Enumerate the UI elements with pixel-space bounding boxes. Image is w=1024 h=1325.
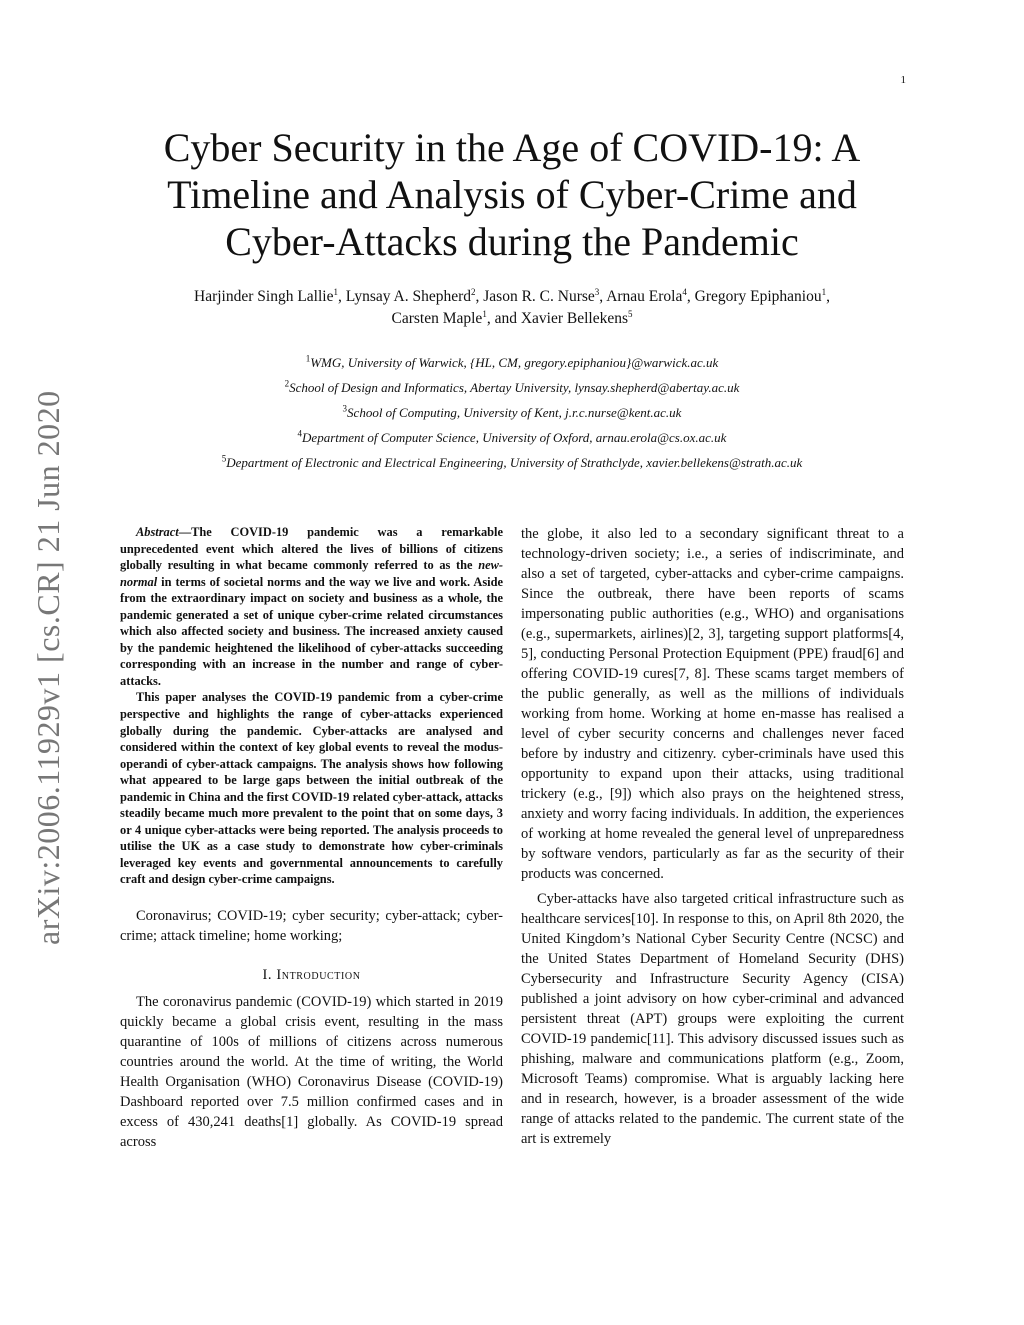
affiliation-mark: 4 [297, 428, 303, 439]
body-paragraph: The coronavirus pandemic (COVID-19) which started in 2019 quickly became a global crisis event, resulting in the mass quarantine of 100s of millions of citizens across numerous countries around the world. At the time of writing, the World Health Organisation (WHO) Coronavirus Disease (COVID-19) Dashboard reported over 7.5 million confirmed cases and in excess of 430,241 deaths[1] globally. As COVID-19 spread across [120, 994, 503, 1151]
affiliation [105, 425, 919, 450]
author-name: Jason R. C. Nurse [483, 288, 595, 305]
author-name: Xavier Bellekens [520, 310, 628, 327]
author-name: Carsten Maple [391, 310, 483, 327]
author-name: Arnau Erola [606, 288, 683, 305]
author-affil-mark: 1 [482, 308, 487, 319]
author-affil-mark: 5 [628, 308, 633, 319]
affiliation-mark: 2 [284, 378, 290, 389]
abstract-paragraph [120, 524, 503, 689]
affiliation-text: Department of Electronic and Electrical Engineering, University of Strathclyde, xavier.bellekens@strath.ac.uk [226, 455, 803, 470]
affiliation [105, 400, 919, 425]
author-affil-mark: 1 [821, 286, 827, 297]
paper-title: Cyber Security in the Age of COVID-19: A Timeline and Analysis of Cyber-Crime and Cyber-Attacks during the Pandemic [163, 125, 861, 264]
right-column [521, 524, 904, 1149]
section-heading: I. Introduction [262, 967, 361, 984]
author-affil-mark: 1 [333, 286, 338, 297]
abstract-heading: Abstract [136, 525, 179, 539]
affiliation-text: WMG, University of Warwick, {HL, CM, gregory.epiphaniou}@warwick.ac.uk [310, 355, 719, 370]
arxiv-identifier: arXiv:2006.11929v1 [cs.CR] 21 Jun 2020 [30, 390, 66, 945]
page-number: 1 [900, 74, 906, 86]
affiliation [105, 450, 919, 475]
affiliation [105, 375, 919, 400]
index-terms: Coronavirus; COVID-19; cyber security; cyber-attack; cyber-crime; attack timeline; home working; [120, 908, 503, 945]
affiliation-text: Department of Computer Science, University of Oxford, arnau.erola@cs.ox.ac.uk [302, 430, 727, 445]
author-affil-mark: 4 [682, 286, 687, 297]
affiliation-list [105, 350, 919, 475]
body-paragraph: the globe, it also led to a secondary significant threat to a technology-driven society; i.e., a series of indiscriminate, and also a set of targeted, cyber-attacks and cyber-crime campaigns. Since the outbreak, there have been reports of scams impersonating public authorities (e.g., WHO) and organisations (e.g., supermarkets, airlines)[2, 3], targeting support platforms[4, 5], conducting Personal Protection Equipment (PPE) fraud[6] and offering COVID-19 cures[7, 8]. These scams target members of the public generally, as well as the millions of individuals working from home. Working at home en-masse has realised a level of cyber security concerns and challenges never faced before by industry and citizenry. cyber-criminals have used this opportunity to expand upon their attacks, using traditional trickery (e.g., [9]) which also prays on the heightened stress, anxiety and worry facing individuals. In addition, the experiences of working at home revealed the general level of unpreparedness by software vendors, particularly as far as the security of their products was concerned. [521, 526, 904, 882]
affiliation-mark: 5 [221, 453, 227, 464]
abstract-emphasis: new-normal [120, 558, 503, 589]
abstract-text: —The COVID-19 pandemic was a remarkable unprecedented event which altered the lives of billions of citizens globally resulting in what became commonly referred to as the [120, 525, 503, 573]
author-name: Gregory Epiphaniou [694, 288, 822, 305]
body-paragraph: Cyber-attacks have also targeted critical infrastructure such as healthcare services[10]. In response to this, on April 8th 2020, the United Kingdom’s National Cyber Security Centre (NCSC) and the United States Department of Homeland Security (DHS) Cybersecurity and Infrastructure Security Agency (CISA) published a joint advisory on how cyber-criminal and advanced persistent threat (APT) groups were exploiting the current COVID-19 pandemic[11]. This advisory discussed issues such as phishing, malware and communications platform (e.g., Zoom, Microsoft Teams) compromise. What is arguably lacking here and in research, however, is a broader assessment of the wide range of attacks related to the pandemic. The current state of the art is extremely [521, 891, 904, 1147]
affiliation-mark: 3 [342, 403, 348, 414]
abstract-paragraph: This paper analyses the COVID-19 pandemic from a cyber-crime perspective and highlights the range of cyber-attacks experienced globally during the pandemic. Cyber-attacks are analysed and considered within the context of key global events to reveal the modus-operandi of cyber-attack campaigns. The analysis shows how following what appeared to be large gaps between the initial outbreak of the pandemic in China and the first COVID-19 related cyber-attack, attacks steadily became much more prevalent to the point that on some days, 3 or 4 unique cyber-attacks were being reported. The analysis proceeds to utilise the UK as a case study to demonstrate how cyber-criminals leveraged key events and governmental announcements to carefully craft and design cyber-crime campaigns. [120, 690, 503, 887]
affiliation [105, 350, 919, 375]
abstract-text: in terms of societal norms and the way we live and work. Aside from the extraordinary impact on society and business as a whole, the pandemic generated a set of unique cyber-crime related circumstances which also affected society and business. The increased anxiety caused by the pandemic heightened the likelihood of cyber-attacks succeeding corresponding with an increase in the number and range of cyber-attacks. [120, 574, 503, 688]
affiliation-text: School of Design and Informatics, Abertay University, lynsay.shepherd@abertay.ac.uk [289, 380, 740, 395]
author-name: Harjinder Singh Lallie [194, 288, 334, 305]
affiliation-text: School of Computing, University of Kent, j.r.c.nurse@kent.ac.uk [347, 405, 682, 420]
author-affil-mark: 3 [594, 286, 600, 297]
author-list: Harjinder Singh Lallie$^1$, Lynsay A. Shepherd$^2$, Jason R. C. Nurse$^3$, Arnau Erola$^4$, Gregory Epiphaniou$^1$, Carsten Maple$^1$, and Xavier Bellekens$^5$ [194, 286, 830, 327]
abstract [120, 524, 503, 888]
author-name: Lynsay A. Shepherd [345, 288, 472, 305]
affiliation-mark: 1 [305, 353, 311, 364]
author-affil-mark: 2 [471, 286, 476, 297]
left-column [120, 524, 503, 1152]
